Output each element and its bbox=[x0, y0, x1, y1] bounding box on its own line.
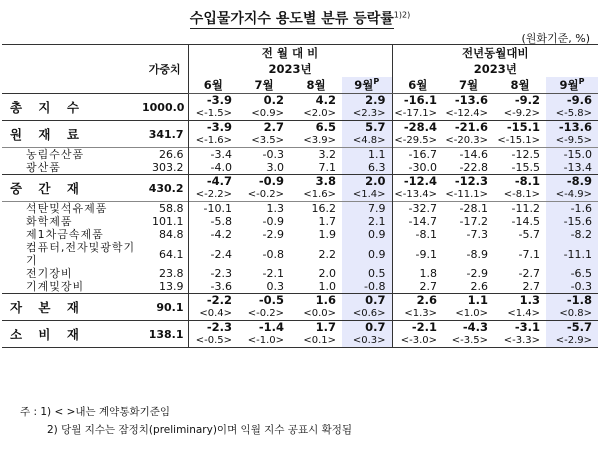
mom-value: -3.6 bbox=[188, 280, 238, 294]
month-label: 9월 bbox=[559, 78, 579, 92]
mom-value: 0.7 bbox=[342, 294, 392, 308]
mom-value: -0.9 bbox=[238, 175, 290, 189]
yoy-value: -15.5 bbox=[511, 161, 541, 174]
header-yoy: 전년동월대비 bbox=[392, 45, 598, 62]
mom-value: 6.3 bbox=[342, 161, 392, 175]
row-label: 소 비 재 bbox=[2, 321, 142, 348]
mom-value: -2.1 bbox=[262, 267, 284, 280]
yoy-contract-value: <-3.5> bbox=[443, 334, 494, 348]
weight-value: 26.6 bbox=[142, 148, 188, 162]
mom-value: 0.9 bbox=[342, 228, 392, 241]
table-row bbox=[2, 267, 598, 280]
table-row bbox=[2, 321, 598, 335]
mom-value: 2.0 bbox=[318, 267, 336, 280]
yoy-value: -13.6 bbox=[443, 94, 494, 108]
header-year-yoy: 2023년 bbox=[392, 61, 598, 77]
mom-value: 3.2 bbox=[290, 148, 342, 162]
mom-value: -1.4 bbox=[238, 321, 290, 335]
yoy-contract-value: <1.0> bbox=[455, 308, 489, 319]
yoy-value: -30.0 bbox=[392, 161, 443, 175]
mom-contract-value: <0.6> bbox=[342, 307, 392, 321]
yoy-contract-value: <-4.9> bbox=[546, 188, 598, 202]
mom-contract-value: <0.0> bbox=[303, 308, 336, 319]
month-label: 6월 bbox=[408, 78, 428, 92]
mom-value: 2.2 bbox=[318, 247, 336, 261]
month-label: 8월 bbox=[510, 78, 530, 92]
yoy-value: 1.3 bbox=[494, 294, 546, 308]
yoy-contract-value: <-9.5> bbox=[546, 134, 598, 148]
header-mom: 전 월 대 비 bbox=[188, 45, 392, 62]
yoy-value: -14.7 bbox=[392, 215, 443, 228]
mom-contract-value: <-0.5> bbox=[188, 334, 238, 348]
mom-value: -0.8 bbox=[342, 280, 392, 294]
weight-value: 13.9 bbox=[159, 280, 184, 293]
mom-contract-value: <3.9> bbox=[303, 135, 336, 146]
mom-value: -2.3 bbox=[188, 321, 238, 335]
yoy-value: -32.7 bbox=[392, 202, 443, 216]
yoy-value: -2.9 bbox=[466, 267, 489, 280]
mom-value: 16.2 bbox=[290, 202, 342, 216]
yoy-value: 2.6 bbox=[470, 280, 489, 293]
yoy-value: -2.1 bbox=[392, 321, 443, 335]
import-price-table bbox=[2, 44, 598, 348]
yoy-contract-value: <-13.4> bbox=[392, 188, 443, 202]
mom-contract-value: <-0.2> bbox=[247, 189, 284, 200]
yoy-value: -11.1 bbox=[546, 241, 598, 267]
table-row bbox=[2, 94, 598, 108]
table-row bbox=[2, 121, 598, 135]
row-label: 원 재 료 bbox=[2, 121, 142, 148]
mom-value: -10.1 bbox=[188, 202, 238, 216]
footnote-1: 주 : 1) < >내는 계약통화기준임 bbox=[20, 406, 171, 418]
prelim-mark: P bbox=[373, 77, 380, 87]
yoy-value: -7.1 bbox=[518, 247, 541, 261]
mom-value: 2.7 bbox=[238, 121, 290, 135]
row-label: 중 간 재 bbox=[2, 175, 142, 202]
mom-contract-value: <-1.6> bbox=[188, 134, 238, 148]
table-row bbox=[2, 280, 598, 294]
yoy-value: -14.6 bbox=[443, 148, 494, 162]
header-month-mom-3 bbox=[290, 77, 342, 94]
weight-value: 101.1 bbox=[152, 215, 184, 228]
mom-contract-value: <-0.2> bbox=[247, 308, 284, 319]
mom-value: -3.9 bbox=[188, 121, 238, 135]
title-footnote-mark: 1)2) bbox=[393, 10, 411, 20]
mom-value: 1.3 bbox=[238, 202, 290, 216]
header-month-yoy-3 bbox=[494, 77, 546, 94]
row-label: 석탄및석유제품 bbox=[2, 202, 142, 216]
weight-value: 23.8 bbox=[159, 267, 184, 280]
yoy-value: -15.1 bbox=[494, 121, 546, 135]
mom-contract-value: <0.9> bbox=[251, 108, 284, 119]
yoy-value: -22.8 bbox=[459, 161, 489, 174]
mom-value: -2.4 bbox=[188, 241, 238, 267]
mom-value: -0.3 bbox=[238, 148, 290, 162]
mom-value: 2.9 bbox=[342, 94, 392, 108]
yoy-value: -15.0 bbox=[546, 148, 598, 162]
yoy-contract-value: <-9.2> bbox=[503, 108, 541, 119]
unit-note: (원화기준, %) bbox=[521, 32, 590, 45]
yoy-value: 2.7 bbox=[522, 280, 541, 293]
yoy-value: -8.9 bbox=[546, 175, 598, 189]
yoy-value: -5.7 bbox=[518, 228, 541, 241]
yoy-value: -14.5 bbox=[511, 215, 541, 228]
mom-value: 0.2 bbox=[238, 94, 290, 108]
weight-value: 430.2 bbox=[142, 175, 188, 202]
header-month-yoy-1 bbox=[392, 77, 443, 94]
yoy-contract-value: <-5.8> bbox=[546, 107, 598, 121]
table-row bbox=[2, 202, 598, 216]
header-month-mom-2 bbox=[238, 77, 290, 94]
yoy-value: -2.7 bbox=[518, 267, 541, 280]
yoy-value: -5.7 bbox=[546, 321, 598, 335]
mom-value: -0.5 bbox=[238, 294, 290, 308]
yoy-value: -12.3 bbox=[443, 175, 494, 189]
yoy-value: -16.7 bbox=[392, 148, 443, 162]
row-label: 기계및장비 bbox=[26, 280, 85, 293]
row-label: 농림수산품 bbox=[2, 148, 142, 162]
yoy-contract-value: <-20.3> bbox=[445, 135, 489, 146]
yoy-value: -8.9 bbox=[466, 247, 489, 261]
yoy-value: -13.4 bbox=[546, 161, 598, 175]
mom-value: -0.8 bbox=[262, 247, 284, 261]
yoy-value: -16.1 bbox=[392, 94, 443, 108]
yoy-value: 1.1 bbox=[443, 294, 494, 308]
yoy-contract-value: <-8.1> bbox=[503, 189, 541, 200]
mom-value: 1.7 bbox=[318, 215, 336, 228]
yoy-value: -0.3 bbox=[546, 280, 598, 294]
mom-value: 7.9 bbox=[342, 202, 392, 216]
yoy-contract-value: <-12.4> bbox=[445, 108, 489, 119]
prelim-mark: P bbox=[578, 77, 585, 87]
page-title bbox=[0, 8, 600, 28]
mom-value: -4.2 bbox=[188, 228, 238, 241]
mom-value: 4.2 bbox=[290, 94, 342, 108]
yoy-value: -8.2 bbox=[546, 228, 598, 241]
mom-value: 0.7 bbox=[342, 321, 392, 335]
yoy-value: -28.4 bbox=[392, 121, 443, 135]
mom-value: 0.9 bbox=[342, 241, 392, 267]
header-category bbox=[2, 45, 142, 94]
header-month-yoy-2 bbox=[443, 77, 494, 94]
weight-value: 84.8 bbox=[159, 228, 184, 241]
mom-value: -2.3 bbox=[188, 267, 238, 280]
mom-value: 7.1 bbox=[318, 161, 336, 174]
yoy-value: -6.5 bbox=[546, 267, 598, 280]
mom-contract-value: <0.3> bbox=[342, 334, 392, 348]
month-label: 7월 bbox=[458, 78, 479, 92]
mom-value: 1.7 bbox=[290, 321, 342, 335]
mom-contract-value: <4.8> bbox=[342, 134, 392, 148]
yoy-value: -1.6 bbox=[546, 202, 598, 216]
row-label: 전기장비 bbox=[26, 267, 73, 280]
yoy-value: -12.4 bbox=[392, 175, 443, 189]
row-label: 자 본 재 bbox=[2, 294, 142, 321]
mom-contract-value: <-2.2> bbox=[188, 188, 238, 202]
yoy-value: -8.1 bbox=[494, 175, 546, 189]
mom-value: 2.1 bbox=[342, 215, 392, 228]
table-row bbox=[2, 148, 598, 162]
mom-value: 6.5 bbox=[290, 121, 342, 135]
yoy-value: -9.2 bbox=[494, 94, 546, 108]
mom-value: 1.6 bbox=[290, 294, 342, 308]
weight-value: 138.1 bbox=[142, 321, 188, 348]
yoy-value: 2.6 bbox=[392, 294, 443, 308]
weight-value: 64.1 bbox=[159, 247, 184, 261]
yoy-contract-value: <1.4> bbox=[507, 308, 541, 319]
row-label: 광산품 bbox=[26, 161, 61, 174]
header-month-mom-4 bbox=[342, 77, 392, 94]
mom-value: 0.5 bbox=[342, 267, 392, 280]
mom-value: -3.4 bbox=[188, 148, 238, 162]
mom-value: -2.2 bbox=[188, 294, 238, 308]
month-label: 9월 bbox=[354, 78, 374, 92]
yoy-value: -1.8 bbox=[546, 294, 598, 308]
weight-value: 58.8 bbox=[142, 202, 188, 216]
mom-contract-value: <2.0> bbox=[303, 108, 336, 119]
yoy-value: -11.2 bbox=[494, 202, 546, 216]
yoy-contract-value: <-11.1> bbox=[445, 189, 489, 200]
yoy-contract-value: <1.3> bbox=[392, 307, 443, 321]
mom-value: 3.0 bbox=[266, 161, 284, 174]
mom-contract-value: <0.4> bbox=[188, 307, 238, 321]
mom-contract-value: <3.5> bbox=[251, 135, 284, 146]
month-label: 7월 bbox=[254, 78, 274, 92]
yoy-value: -9.6 bbox=[546, 94, 598, 108]
month-label: 6월 bbox=[203, 78, 223, 92]
table-row bbox=[2, 241, 598, 267]
weight-value: 90.1 bbox=[142, 294, 188, 321]
yoy-contract-value: <-17.1> bbox=[392, 107, 443, 121]
yoy-value: -15.6 bbox=[546, 215, 598, 228]
yoy-value: -8.1 bbox=[392, 228, 443, 241]
mom-contract-value: <1.4> bbox=[342, 188, 392, 202]
mom-contract-value: <2.3> bbox=[342, 107, 392, 121]
header-month-mom-1 bbox=[188, 77, 238, 94]
header-weight: 가중치 bbox=[142, 45, 188, 94]
yoy-value: -13.6 bbox=[546, 121, 598, 135]
footnote-2: 2) 당월 지수는 잠정치(preliminary)이며 익월 지수 공표시 확정됨 bbox=[47, 424, 353, 436]
table-row bbox=[2, 161, 598, 175]
row-label: 화학제품 bbox=[26, 215, 73, 228]
month-label: 8월 bbox=[306, 78, 326, 92]
mom-contract-value: <-1.5> bbox=[188, 107, 238, 121]
mom-value: 1.9 bbox=[318, 228, 336, 241]
yoy-contract-value: <-2.9> bbox=[546, 334, 598, 348]
mom-contract-value: <-1.0> bbox=[238, 334, 290, 348]
mom-value: -4.0 bbox=[188, 161, 238, 175]
yoy-value: 1.8 bbox=[392, 267, 443, 280]
table-row bbox=[2, 228, 598, 241]
mom-value: -4.7 bbox=[188, 175, 238, 189]
mom-value: -2.9 bbox=[262, 228, 284, 241]
row-label: 총 지 수 bbox=[2, 94, 142, 121]
header-year-mom: 2023년 bbox=[188, 61, 392, 77]
mom-value: -5.8 bbox=[188, 215, 238, 228]
yoy-value: -7.3 bbox=[466, 228, 489, 241]
yoy-value: 2.7 bbox=[392, 280, 443, 294]
yoy-contract-value: <-15.1> bbox=[497, 135, 541, 146]
yoy-contract-value: <-3.3> bbox=[494, 334, 546, 348]
yoy-value: -3.1 bbox=[494, 321, 546, 335]
mom-value: -3.9 bbox=[188, 94, 238, 108]
yoy-value: -21.6 bbox=[443, 121, 494, 135]
table-row bbox=[2, 175, 598, 189]
mom-value: 0.3 bbox=[266, 280, 284, 293]
footnotes bbox=[20, 403, 352, 439]
header-month-yoy-4 bbox=[546, 77, 598, 94]
mom-contract-value: <1.6> bbox=[303, 189, 336, 200]
yoy-value: -12.5 bbox=[494, 148, 546, 162]
yoy-value: -9.1 bbox=[392, 241, 443, 267]
yoy-contract-value: <-3.0> bbox=[392, 334, 443, 348]
title-text: 수입물가지수 용도별 분류 등락률 bbox=[189, 11, 394, 27]
table-row bbox=[2, 215, 598, 228]
row-label: 제1차금속제품 bbox=[26, 228, 104, 241]
mom-value: 1.0 bbox=[318, 280, 336, 293]
mom-value: 3.8 bbox=[290, 175, 342, 189]
table-row bbox=[2, 294, 598, 308]
yoy-value: -4.3 bbox=[443, 321, 494, 335]
yoy-value: -17.2 bbox=[459, 215, 489, 228]
yoy-contract-value: <-29.5> bbox=[392, 134, 443, 148]
yoy-value: -28.1 bbox=[443, 202, 494, 216]
weight-value: 303.2 bbox=[152, 161, 184, 174]
mom-value: -0.9 bbox=[262, 215, 284, 228]
mom-contract-value: <0.1> bbox=[290, 334, 342, 348]
mom-value: 1.1 bbox=[342, 148, 392, 162]
mom-value: 5.7 bbox=[342, 121, 392, 135]
weight-value: 1000.0 bbox=[142, 94, 188, 121]
row-label: 컴퓨터,전자및광학기기 bbox=[26, 241, 136, 267]
weight-value: 341.7 bbox=[142, 121, 188, 148]
yoy-contract-value: <0.8> bbox=[546, 307, 598, 321]
mom-value: 2.0 bbox=[342, 175, 392, 189]
